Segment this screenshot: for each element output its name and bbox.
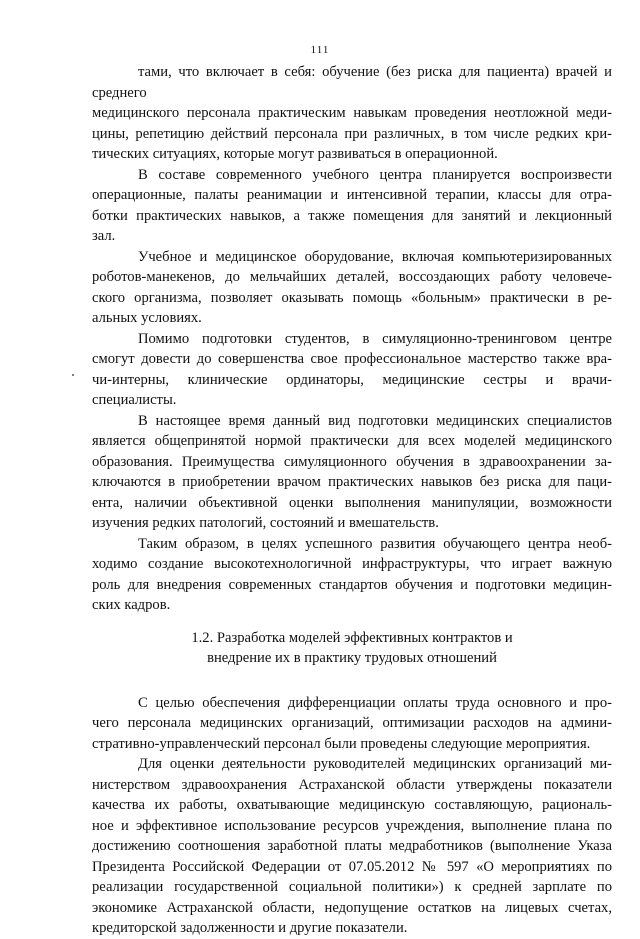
paragraph [92, 754, 612, 939]
paragraph-line: альных условиях. [92, 310, 202, 326]
paragraph-line: В составе современного учебного центра планируется воспроизвести [138, 166, 612, 183]
paragraph [92, 411, 612, 534]
paragraph-line: чи-интерны, клинические ординаторы, медицинские сестры и врачи- [92, 371, 612, 388]
paragraph-line: стративно-управленческий персонал были проведены следующие мероприятия. [92, 735, 591, 752]
paragraph-line: экономике Астраханской области, недопущение остатков на лицевых счетах, [92, 899, 612, 916]
paragraph [92, 165, 612, 247]
paragraph-line: Таким образом, в целях успешного развития обучающего центра необ- [138, 535, 612, 552]
paragraph-line: смогут довести до совершенства свое профессиональное мастерство также вра- [92, 351, 612, 367]
paragraph-line: Для оценки деятельности руководителей медицинских организаций ми- [138, 756, 612, 772]
paragraph-line: является общепринятой нормой практически для всех моделей медицинского [92, 433, 612, 449]
paragraph-line: Помимо подготовки студентов, в симуляционно-тренинговом центре [138, 330, 612, 347]
paragraph-line: тических ситуациях, которые могут развиваться в операционной. [92, 146, 498, 162]
document-body [92, 62, 612, 939]
paragraph-line: ских кадров. [92, 597, 171, 613]
paragraph-line: ского организма, позволяет оказывать помощь «больным» практически в ре- [92, 289, 612, 306]
section-heading [92, 628, 612, 669]
paragraph-line: специалисты. [92, 392, 177, 408]
paragraph-line: ботки практических навыков, а также помещения для занятий и лекционный [92, 207, 612, 224]
paragraph-line: С целью обеспечения дифференциации оплаты труда основного и про- [138, 694, 612, 711]
paragraph [92, 247, 612, 329]
paragraph-line: качества их работы, охватывающие медицинскую составляющую, рациональ- [92, 797, 612, 813]
paragraph-line: ента, наличии объективной оценки выполнения манипуляции, возможности [92, 494, 612, 511]
paragraph-line: В настоящее время данный вид подготовки медицинских специалистов [138, 412, 612, 429]
paragraph-line: кредиторской задолженности и другие показатели. [92, 920, 408, 936]
paragraph-line: достижению соотношения заработной платы медработников (выполнение Указа [92, 838, 612, 854]
margin-mark [72, 374, 74, 376]
paragraph-line: медицинского персонала практическим навыкам проведения неотложной меди- [92, 105, 612, 121]
page-number: 111 [310, 44, 330, 56]
paragraph [92, 329, 612, 411]
paragraph-line: ходимо создание высокотехнологичной инфраструктуры, что играет важную [92, 556, 612, 572]
paragraph-line: роль для внедрения современных стандартов обучения и подготовки медицин- [92, 576, 612, 593]
paragraph-line: тами, что включает в себя: обучение (без риска для пациента) врачей и среднего [92, 64, 612, 101]
paragraph-line: изучения редких патологий, состояний и вмешательств. [92, 515, 439, 531]
paragraph-line: нистерством здравоохранения Астраханской области утверждены показатели [92, 776, 612, 793]
section-heading-line-2: внедрение их в практику трудовых отношений [207, 650, 497, 666]
paragraph-line: ключаются в приобретении врачом практических навыков без риска для паци- [92, 474, 612, 490]
paragraph-line: зал. [92, 228, 116, 244]
paragraph-line: Президента Российской Федерации от 07.05.2012 № 597 «О мероприятиях по [92, 858, 612, 875]
top-paragraphs [92, 62, 612, 616]
paragraph-line: чего персонала медицинских организаций, оптимизации расходов на админи- [92, 715, 612, 731]
paragraph-line: образования. Преимущества симуляционного обучения в здравоохранении за- [92, 453, 612, 470]
paragraph-line: Учебное и медицинское оборудование, включая компьютеризированных [138, 248, 612, 265]
paragraph-line: ное и эффективное использование ресурсов учреждения, выполнение плана по [92, 817, 612, 834]
paragraph-line: операционные, палаты реанимации и интенсивной терапии, классы для отра- [92, 187, 612, 203]
section-heading-line-1: 1.2. Разработка моделей эффективных контрактов и [191, 629, 513, 646]
paragraph-line: цины, репетицию действий персонала при различных, в том числе редких кри- [92, 125, 612, 142]
bottom-paragraphs [92, 693, 612, 939]
paragraph-line: реализации государственной социальной политики») к средней зарплате по [92, 879, 612, 895]
paragraph [92, 534, 612, 616]
paragraph [92, 62, 612, 165]
paragraph-line: роботов-манекенов, до мельчайших деталей, воссоздающих работу человече- [92, 269, 612, 285]
paragraph [92, 693, 612, 755]
